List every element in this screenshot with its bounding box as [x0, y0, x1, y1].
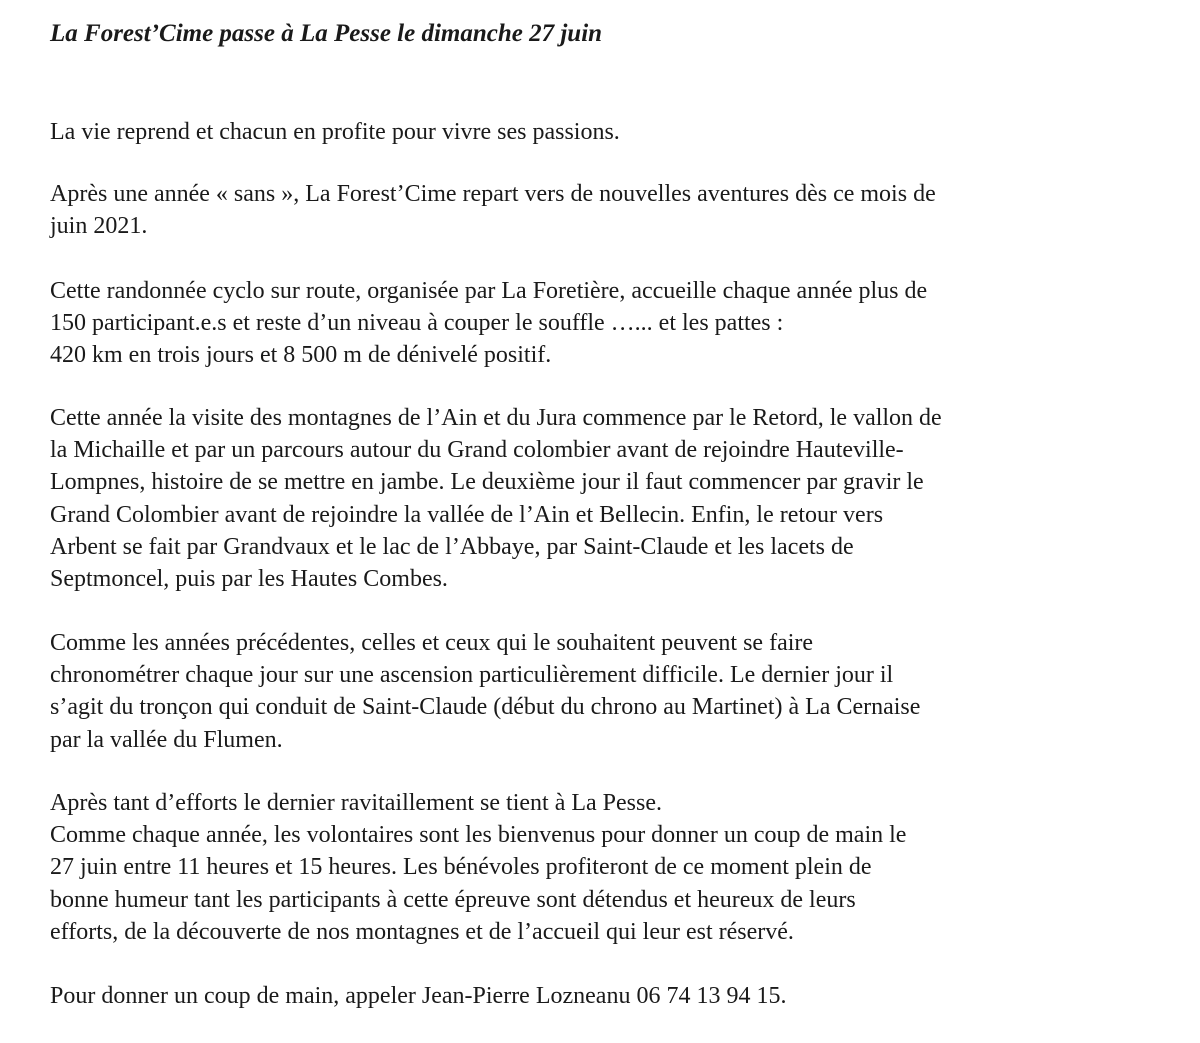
paragraph-line: chronométrer chaque jour sur une ascension particulièrement difficile. Le dernier jour il [50, 662, 894, 689]
paragraph-route [50, 402, 942, 595]
paragraph-line: s’agit du tronçon qui conduit de Saint-Claude (début du chrono au Martinet) à La Cernaise [50, 694, 921, 721]
paragraph-line: efforts, de la découverte de nos montagnes et de l’accueil qui leur est réservé. [50, 918, 794, 945]
paragraph-line: Cette année la visite des montagnes de l’Ain et du Jura commence par le Retord, le vallon de [50, 405, 942, 431]
paragraph-line: bonne humeur tant les participants à cette épreuve sont détendus et heureux de leurs [50, 886, 856, 913]
paragraph-line: Grand Colombier avant de rejoindre la vallée de l’Ain et Bellecin. Enfin, le retour vers [50, 501, 884, 528]
paragraph-intro [50, 116, 620, 148]
paragraph-line: par la vallée du Flumen. [50, 726, 283, 753]
paragraph-line: Après tant d’efforts le dernier ravitaillement se tient à La Pesse. [50, 790, 662, 816]
paragraph-line: Lompnes, histoire de se mettre en jambe. Le deuxième jour il faut commencer par gravir le [50, 469, 924, 496]
paragraph-contact [50, 980, 786, 1012]
paragraph-line: Pour donner un coup de main, appeler Jean-Pierre Lozneanu 06 74 13 94 15. [50, 983, 787, 1009]
paragraph-timing [50, 627, 920, 756]
paragraph-return [50, 178, 936, 242]
paragraph-line: 150 participant.e.s et reste d’un niveau à couper le souffle …... et les pattes : [50, 310, 784, 337]
paragraph-line: La vie reprend et chacun en profite pour vivre ses passions. [50, 119, 620, 145]
paragraph-line: 420 km en trois jours et 8 500 m de dénivelé positif. [50, 342, 552, 369]
paragraph-line: Comme chaque année, les volontaires sont les bienvenus pour donner un coup de main le [50, 822, 907, 849]
paragraph-line: 27 juin entre 11 heures et 15 heures. Les bénévoles profiteront de ce moment plein de [50, 854, 872, 881]
paragraph-line: Septmoncel, puis par les Hautes Combes. [50, 566, 448, 593]
document-title: La Forest’Cime passe à La Pesse le dimanche 27 juin [50, 20, 603, 47]
paragraph-volunteers [50, 787, 906, 948]
paragraph-line: la Michaille et par un parcours autour du Grand colombier avant de rejoindre Hauteville- [50, 437, 904, 464]
paragraph-line: Arbent se fait par Grandvaux et le lac de l’Abbaye, par Saint-Claude et les lacets de [50, 533, 854, 560]
paragraph-line: Après une année « sans », La Forest’Cime repart vers de nouvelles aventures dès ce mois de [50, 181, 936, 207]
paragraph-line: Comme les années précédentes, celles et ceux qui le souhaitent peuvent se faire [50, 630, 814, 656]
paragraph-line: Cette randonnée cyclo sur route, organisée par La Foretière, accueille chaque année plus de [50, 278, 928, 304]
paragraph-ride-description [50, 275, 927, 372]
paragraph-line: juin 2021. [50, 213, 148, 240]
